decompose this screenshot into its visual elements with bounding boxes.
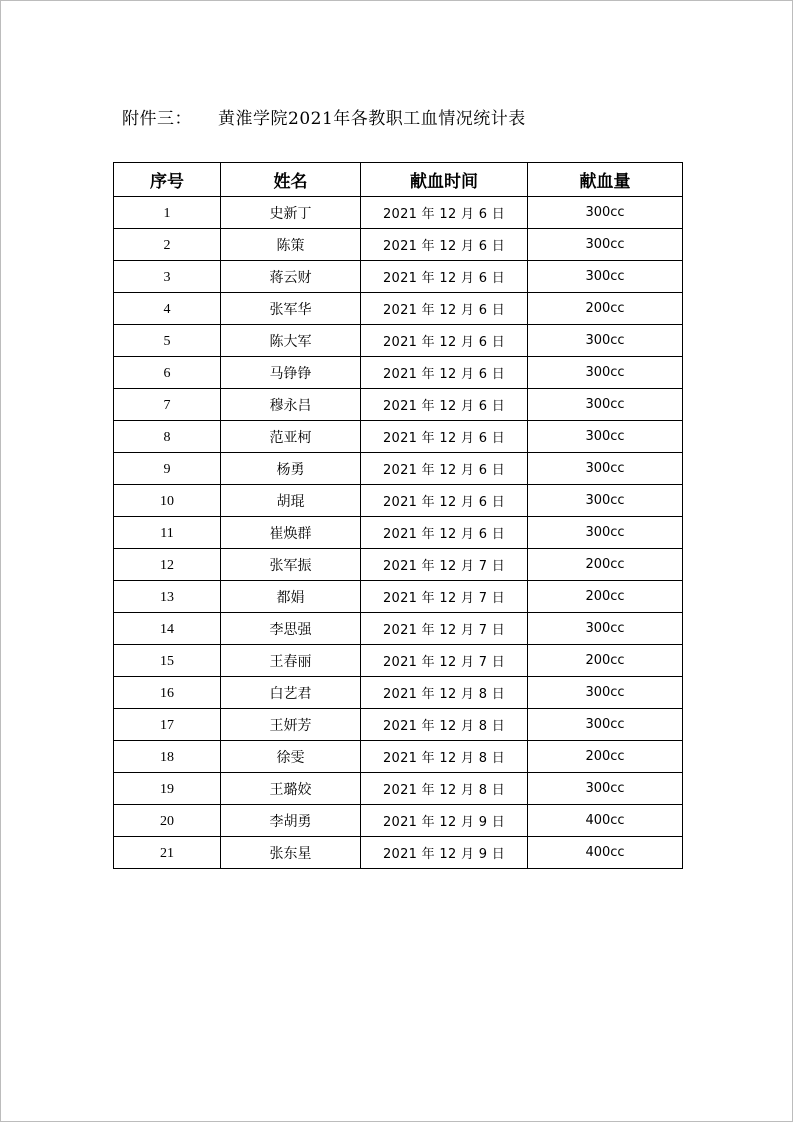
table-row bbox=[114, 805, 683, 837]
cell-amount: 200cc bbox=[528, 549, 683, 581]
table-row bbox=[114, 741, 683, 773]
cell-no: 6 bbox=[114, 357, 221, 389]
cell-amount: 400cc bbox=[528, 805, 683, 837]
cell-date: 2021 年 12 月 6 日 bbox=[361, 357, 528, 389]
cell-name: 崔焕群 bbox=[221, 517, 361, 549]
cell-amount: 300cc bbox=[528, 325, 683, 357]
table-body bbox=[114, 197, 683, 869]
cell-name: 张东星 bbox=[221, 837, 361, 869]
cell-name: 张军振 bbox=[221, 549, 361, 581]
cell-date: 2021 年 12 月 6 日 bbox=[361, 517, 528, 549]
cell-date: 2021 年 12 月 7 日 bbox=[361, 645, 528, 677]
table-row bbox=[114, 645, 683, 677]
cell-no: 8 bbox=[114, 421, 221, 453]
cell-no: 3 bbox=[114, 261, 221, 293]
title-prefix: 附件三： bbox=[122, 109, 192, 129]
cell-amount: 300cc bbox=[528, 517, 683, 549]
header-no: 序号 bbox=[114, 163, 221, 197]
table-row bbox=[114, 677, 683, 709]
table-row bbox=[114, 293, 683, 325]
cell-name: 王妍芳 bbox=[221, 709, 361, 741]
header-date: 献血时间 bbox=[361, 163, 528, 197]
cell-no: 11 bbox=[114, 517, 221, 549]
cell-date: 2021 年 12 月 9 日 bbox=[361, 805, 528, 837]
header-amount: 献血量 bbox=[528, 163, 683, 197]
cell-amount: 300cc bbox=[528, 613, 683, 645]
cell-amount: 300cc bbox=[528, 357, 683, 389]
cell-amount: 300cc bbox=[528, 773, 683, 805]
table-row bbox=[114, 517, 683, 549]
cell-date: 2021 年 12 月 7 日 bbox=[361, 613, 528, 645]
cell-no: 18 bbox=[114, 741, 221, 773]
cell-date: 2021 年 12 月 6 日 bbox=[361, 485, 528, 517]
cell-amount: 300cc bbox=[528, 389, 683, 421]
cell-date: 2021 年 12 月 6 日 bbox=[361, 261, 528, 293]
cell-amount: 300cc bbox=[528, 677, 683, 709]
cell-no: 12 bbox=[114, 549, 221, 581]
cell-date: 2021 年 12 月 6 日 bbox=[361, 389, 528, 421]
cell-name: 王璐姣 bbox=[221, 773, 361, 805]
cell-no: 2 bbox=[114, 229, 221, 261]
cell-no: 7 bbox=[114, 389, 221, 421]
cell-name: 陈策 bbox=[221, 229, 361, 261]
cell-name: 徐雯 bbox=[221, 741, 361, 773]
cell-name: 王春丽 bbox=[221, 645, 361, 677]
cell-name: 张军华 bbox=[221, 293, 361, 325]
header-name: 姓名 bbox=[221, 163, 361, 197]
cell-name: 李胡勇 bbox=[221, 805, 361, 837]
cell-amount: 300cc bbox=[528, 453, 683, 485]
cell-no: 20 bbox=[114, 805, 221, 837]
cell-date: 2021 年 12 月 7 日 bbox=[361, 581, 528, 613]
cell-amount: 300cc bbox=[528, 197, 683, 229]
table-row bbox=[114, 325, 683, 357]
cell-no: 9 bbox=[114, 453, 221, 485]
table-row bbox=[114, 421, 683, 453]
cell-no: 4 bbox=[114, 293, 221, 325]
cell-date: 2021 年 12 月 6 日 bbox=[361, 293, 528, 325]
table-row bbox=[114, 485, 683, 517]
title-text: 黄淮学院2021年各教职工血情况统计表 bbox=[218, 109, 526, 129]
cell-name: 白艺君 bbox=[221, 677, 361, 709]
cell-date: 2021 年 12 月 6 日 bbox=[361, 197, 528, 229]
blood-donation-table bbox=[113, 162, 683, 869]
cell-amount: 200cc bbox=[528, 581, 683, 613]
table-row bbox=[114, 613, 683, 645]
cell-no: 16 bbox=[114, 677, 221, 709]
cell-name: 陈大军 bbox=[221, 325, 361, 357]
cell-amount: 200cc bbox=[528, 741, 683, 773]
table-row bbox=[114, 549, 683, 581]
table-row bbox=[114, 453, 683, 485]
cell-amount: 300cc bbox=[528, 485, 683, 517]
cell-amount: 300cc bbox=[528, 709, 683, 741]
table-row bbox=[114, 709, 683, 741]
cell-name: 胡琨 bbox=[221, 485, 361, 517]
cell-date: 2021 年 12 月 8 日 bbox=[361, 741, 528, 773]
cell-date: 2021 年 12 月 8 日 bbox=[361, 773, 528, 805]
cell-amount: 300cc bbox=[528, 229, 683, 261]
cell-no: 21 bbox=[114, 837, 221, 869]
table-row bbox=[114, 837, 683, 869]
cell-name: 史新丁 bbox=[221, 197, 361, 229]
cell-no: 14 bbox=[114, 613, 221, 645]
cell-date: 2021 年 12 月 8 日 bbox=[361, 677, 528, 709]
cell-name: 穆永吕 bbox=[221, 389, 361, 421]
table-row bbox=[114, 389, 683, 421]
table-row bbox=[114, 773, 683, 805]
cell-name: 杨勇 bbox=[221, 453, 361, 485]
header-row bbox=[114, 163, 683, 197]
cell-date: 2021 年 12 月 6 日 bbox=[361, 229, 528, 261]
cell-amount: 200cc bbox=[528, 645, 683, 677]
table-row bbox=[114, 261, 683, 293]
cell-amount: 300cc bbox=[528, 261, 683, 293]
cell-no: 5 bbox=[114, 325, 221, 357]
table-row bbox=[114, 581, 683, 613]
cell-name: 都娟 bbox=[221, 581, 361, 613]
cell-date: 2021 年 12 月 6 日 bbox=[361, 453, 528, 485]
cell-no: 17 bbox=[114, 709, 221, 741]
table-row bbox=[114, 357, 683, 389]
cell-name: 范亚柯 bbox=[221, 421, 361, 453]
cell-date: 2021 年 12 月 6 日 bbox=[361, 421, 528, 453]
cell-date: 2021 年 12 月 8 日 bbox=[361, 709, 528, 741]
cell-no: 19 bbox=[114, 773, 221, 805]
cell-amount: 400cc bbox=[528, 837, 683, 869]
table-row bbox=[114, 229, 683, 261]
cell-date: 2021 年 12 月 7 日 bbox=[361, 549, 528, 581]
table-row bbox=[114, 197, 683, 229]
cell-amount: 200cc bbox=[528, 293, 683, 325]
cell-amount: 300cc bbox=[528, 421, 683, 453]
cell-date: 2021 年 12 月 9 日 bbox=[361, 837, 528, 869]
cell-no: 15 bbox=[114, 645, 221, 677]
cell-date: 2021 年 12 月 6 日 bbox=[361, 325, 528, 357]
cell-name: 李思强 bbox=[221, 613, 361, 645]
table-header bbox=[114, 163, 683, 197]
cell-name: 马铮铮 bbox=[221, 357, 361, 389]
cell-name: 蒋云财 bbox=[221, 261, 361, 293]
cell-no: 13 bbox=[114, 581, 221, 613]
cell-no: 1 bbox=[114, 197, 221, 229]
document-title bbox=[122, 104, 526, 129]
cell-no: 10 bbox=[114, 485, 221, 517]
